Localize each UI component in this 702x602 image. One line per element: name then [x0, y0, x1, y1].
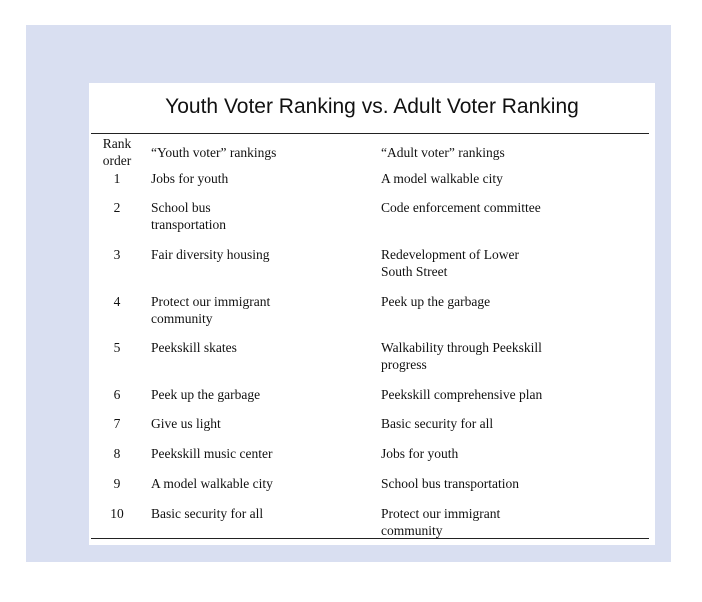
- header-rank-line1: Rank: [102, 136, 132, 151]
- row-5-adult: Walkability through Peekskill progress: [381, 340, 542, 372]
- page-title: Youth Voter Ranking vs. Adult Voter Ranking: [165, 95, 579, 118]
- row-8-rank: 8: [113, 446, 121, 461]
- row-10-youth: Basic security for all: [151, 506, 264, 521]
- row-3-adult: Redevelopment of Lower South Street: [381, 247, 519, 279]
- row-9-adult: School bus transportation: [381, 476, 519, 491]
- row-4-youth: Protect our immigrant community: [151, 294, 271, 326]
- row-10-adult: Protect our immigrant community: [381, 506, 501, 538]
- bottom-rule: [91, 538, 649, 539]
- row-1-youth: Jobs for youth: [151, 171, 229, 186]
- row-3-rank: 3: [113, 247, 121, 262]
- row-2-adult: Code enforcement committee: [381, 200, 541, 215]
- header-rank-line2: order: [102, 153, 132, 168]
- row-8-youth: Peekskill music center: [151, 446, 273, 461]
- header-adult: “Adult voter” rankings: [381, 145, 505, 160]
- row-5-youth: Peekskill skates: [151, 340, 237, 355]
- row-6-rank: 6: [113, 387, 121, 402]
- row-2-youth: School bus transportation: [151, 200, 226, 232]
- top-rule: [91, 133, 649, 134]
- row-4-rank: 4: [113, 294, 121, 309]
- row-4-adult: Peek up the garbage: [381, 294, 491, 309]
- row-9-rank: 9: [113, 476, 121, 491]
- table-card: [89, 83, 655, 545]
- row-7-rank: 7: [113, 416, 121, 431]
- header-youth: “Youth voter” rankings: [151, 145, 277, 160]
- row-2-rank: 2: [113, 200, 121, 215]
- row-7-adult: Basic security for all: [381, 416, 494, 431]
- row-9-youth: A model walkable city: [151, 476, 273, 491]
- row-7-youth: Give us light: [151, 416, 221, 431]
- row-6-youth: Peek up the garbage: [151, 387, 261, 402]
- row-8-adult: Jobs for youth: [381, 446, 459, 461]
- background-panel: [26, 25, 671, 562]
- row-1-rank: 1: [113, 171, 121, 186]
- header-rank: [95, 135, 139, 169]
- row-3-youth: Fair diversity housing: [151, 247, 270, 262]
- row-6-adult: Peekskill comprehensive plan: [381, 387, 543, 402]
- row-1-adult: A model walkable city: [381, 171, 503, 186]
- row-10-rank: 10: [110, 506, 124, 521]
- row-5-rank: 5: [113, 340, 121, 355]
